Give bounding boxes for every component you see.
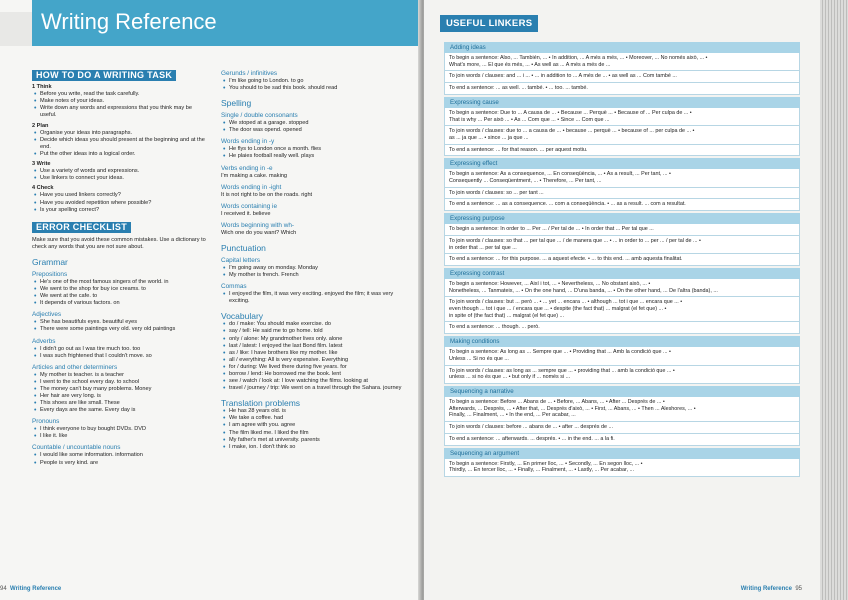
linker-row bbox=[444, 108, 800, 126]
list-item: • We stoped at a garage. stopped bbox=[221, 120, 411, 127]
linker-line: To begin a sentence: Firstly, ... En primer lloc, ... • Secondly, ... En segon lloc, ... • bbox=[449, 460, 643, 467]
step-item: • Is your spelling correct? bbox=[32, 207, 207, 214]
useful-linkers-heading: USEFUL LINKERS bbox=[440, 15, 538, 32]
grammar-subtitle: Adjectives bbox=[32, 311, 62, 319]
linker-line: To join words / clauses: so that ... per tal que ... / de manera que ... • ... in order to ... per ... / per tal de ... • bbox=[449, 237, 701, 244]
grammar-subtitle: Adverbs bbox=[32, 337, 56, 345]
list-item: • I enjoyed the film, it was very exciting. enjoyed the film; it was very exciting. bbox=[221, 291, 411, 305]
linker-row bbox=[444, 366, 800, 384]
vocabulary-heading: Vocabulary bbox=[221, 311, 264, 322]
grammar-subtitle: Articles and other determiners bbox=[32, 363, 118, 371]
right-footer-label: Writing Reference bbox=[740, 586, 792, 592]
linker-line: Thirdly, ... En tercer lloc, ... • Finally, ... Finalment, ... • Lastly, ... Per acabar, ... bbox=[449, 467, 635, 474]
step-item: • Make notes of your ideas. bbox=[32, 98, 207, 105]
step-item: • Use linkers to connect your ideas. bbox=[32, 175, 207, 182]
linker-group bbox=[444, 448, 800, 477]
error-checklist-intro: Make sure that you avoid these common mistakes. Use a dictionary to check any words that you are not sure about. bbox=[32, 236, 206, 250]
linker-group bbox=[444, 268, 800, 334]
linker-line: What's more, ... El que és més, ... • As well as ... A més a més de ... bbox=[449, 61, 611, 68]
gerunds-title: Gerunds / infinitives bbox=[221, 70, 278, 77]
linker-line: To end a sentence: ... afterwards. ... després. • ... in the end. ... a la fi. bbox=[449, 435, 615, 442]
left-footer-label: Writing Reference bbox=[10, 586, 62, 592]
linker-row bbox=[444, 297, 800, 322]
linker-group-title: Expressing cause bbox=[444, 97, 800, 108]
linker-row bbox=[444, 322, 800, 334]
list-item: • borrow / lend: He borrowed me the book. lent bbox=[221, 371, 411, 378]
linker-line: To end a sentence: ... as well. ... també. • ... too. ... també. bbox=[449, 85, 588, 92]
checklist-item: • There were some paintings very old. very old paintings bbox=[32, 326, 207, 333]
list-item: • see / watch / look at: I love watching the films. looking at bbox=[221, 378, 411, 385]
title-tab bbox=[0, 12, 32, 46]
linker-row bbox=[444, 199, 800, 211]
linker-group bbox=[444, 386, 800, 446]
y-list bbox=[221, 146, 411, 160]
translation-list bbox=[221, 408, 411, 451]
list-item: • as / like: I have brothers like my mother. like bbox=[221, 350, 411, 357]
linker-group-title: Adding ideas bbox=[444, 42, 800, 53]
grammar-subtitle: Prepositions bbox=[32, 270, 68, 278]
checklist-item: • I was such frightened that I couldn't move. so bbox=[32, 353, 207, 360]
grammar-subtitle: Countable / uncountable nouns bbox=[32, 444, 121, 452]
list-item: • You should to be sad this book. should read bbox=[221, 85, 411, 92]
ei-line: I received it. believe bbox=[221, 210, 271, 217]
linker-row bbox=[444, 83, 800, 95]
checklist-item: • I went to the school every day. to school bbox=[32, 379, 207, 386]
right-page-number: 95 bbox=[795, 586, 802, 592]
step-item: • Organise your ideas into paragraphs. bbox=[32, 130, 207, 137]
commas-list bbox=[221, 291, 411, 305]
linker-row bbox=[444, 236, 800, 254]
list-item: • I am agree with you. agree bbox=[221, 422, 411, 429]
checklist-item: • I like it. like bbox=[32, 433, 207, 440]
checklist-item: • We went at the cafe. to bbox=[32, 293, 207, 300]
how-to-heading: HOW TO DO A WRITING TASK bbox=[32, 70, 176, 81]
right-column bbox=[221, 70, 411, 451]
single-double-list bbox=[221, 120, 411, 134]
linker-line: To begin a sentence: As long as ... Sempre que ... • Providing that ... Amb la condició que ... • bbox=[449, 349, 671, 356]
linker-line: To join words / clauses: before ... abans de ... • after ... després de ... bbox=[449, 424, 613, 431]
ie-title: Verbs ending in -e bbox=[221, 164, 273, 172]
checklist-item: • Her hair are very long. is bbox=[32, 393, 207, 400]
step-item: • Write down any words and expressions that you think may be useful. bbox=[32, 105, 207, 119]
list-item: • I'm going away on monday. Monday bbox=[221, 265, 411, 272]
list-item: • The door was opend. opened bbox=[221, 127, 411, 134]
checklist-item: • My mother is teacher. is a teacher bbox=[32, 372, 207, 379]
ight-line: It is not right to be on the roads. right bbox=[221, 191, 313, 198]
linker-row bbox=[444, 126, 800, 144]
step-label: 3 Write bbox=[32, 161, 51, 168]
how-to-steps bbox=[32, 84, 207, 214]
checklist-item: • This shoes are like small. These bbox=[32, 400, 207, 407]
linker-line: To join words / clauses: so ... per tant ... bbox=[449, 189, 544, 196]
linker-line: Nonetheless, ... Tanmateix, ... • On the one hand, ... D'una banda, ... • On the other hand, ... De l'altra (banda), ... bbox=[449, 287, 718, 294]
wh-title: Words beginning with wh- bbox=[221, 221, 295, 229]
left-page bbox=[0, 0, 422, 600]
checklist-item: • He's one of the most famous singers of the world. in bbox=[32, 279, 207, 286]
step-label: 1 Think bbox=[32, 84, 52, 91]
ie-line: I'm making a cake. making bbox=[221, 172, 288, 179]
gerunds-list bbox=[221, 78, 411, 92]
list-item: • only / alone: My grandmother lives only. alone bbox=[221, 336, 411, 343]
list-item: • He has 28 years old. is bbox=[221, 408, 411, 415]
checklist-item: • People is very kind. are bbox=[32, 460, 207, 467]
page-edge bbox=[820, 0, 848, 600]
list-item: • do / make: You should make exercise. do bbox=[221, 321, 411, 328]
linker-line: in spite of (the fact that) ... malgrat (el fet que) ... bbox=[449, 312, 565, 319]
checklist-item: • We went to the shop for buy ice creams. to bbox=[32, 286, 207, 293]
ight-title: Words ending in -ight bbox=[221, 183, 282, 191]
list-item: • for / during: We lived there during five years. for bbox=[221, 364, 411, 371]
linker-line: Unless ... Si no és que ... bbox=[449, 355, 509, 362]
linker-row bbox=[444, 254, 800, 266]
checklist-item: • It depends of various factors. on bbox=[32, 300, 207, 307]
linker-row bbox=[444, 397, 800, 422]
linker-line: To begin a sentence: In order to ... Per ... / Per tal de ... • In order that ... Per tal que ... bbox=[449, 226, 654, 233]
linker-line: To end a sentence: ... though. ... però. bbox=[449, 324, 540, 331]
y-title: Words ending in -y bbox=[221, 138, 275, 146]
grammar-subtitle: Pronouns bbox=[32, 418, 60, 426]
grammar-sections bbox=[32, 271, 207, 467]
list-item: • We take a coffee. had bbox=[221, 415, 411, 422]
translation-heading: Translation problems bbox=[221, 398, 301, 409]
list-item: • I'm like going to London. to go bbox=[221, 78, 411, 85]
linker-line: To join words / clauses: due to ... a causa de ... • because ... perquè ... • because of ... per culpa de ... • bbox=[449, 128, 695, 135]
linker-line: even though ... tot i que ... / encara que ... • despite (the fact that) ... malgrat (el fet que) ... • bbox=[449, 306, 667, 313]
linker-line: Finally, ... Finalment, ... • In the end, ... Per acabar, ... bbox=[449, 412, 576, 419]
linker-line: To begin a sentence: Due to ... A causa de ... • Because ... Perquè ... • Because of ... Per culpa de ... • bbox=[449, 109, 692, 116]
capital-list bbox=[221, 265, 411, 279]
linker-group bbox=[444, 336, 800, 384]
ei-title: Words containing ie bbox=[221, 202, 278, 210]
linker-group bbox=[444, 158, 800, 211]
error-checklist-heading: ERROR CHECKLIST bbox=[32, 222, 131, 233]
checklist-item: • I think everyone to buy bought DVDs. DVD bbox=[32, 426, 207, 433]
linker-line: Consequently ... Conseqüentment, ... • Therefore, ... Per tant, ... bbox=[449, 178, 602, 185]
list-item: • My father's met at university. parents bbox=[221, 437, 411, 444]
linker-line: To end a sentence: ... for this purpose. ... a aquest efecte. • ... to this end. ... amb aquesta finalitat. bbox=[449, 256, 683, 263]
step-item: • Decide which ideas you should present at the beginning and at the end. bbox=[32, 137, 207, 151]
title-bar bbox=[32, 0, 420, 46]
linker-group-title: Expressing effect bbox=[444, 158, 800, 169]
vocabulary-list bbox=[221, 321, 411, 392]
linker-line: To begin a sentence: Before ... Abans de ... • Before, ... Abans, ... • After ... Després de ... • bbox=[449, 398, 665, 405]
step-item: • Put the other ideas into a logical order. bbox=[32, 151, 207, 158]
linker-line: Afterwards, ... Després, ... • After that, ... Després d'això, ... • First, ... Abans, ... • Then ... Aleshores, ... • bbox=[449, 405, 696, 412]
list-item: • last / latest: I enjoyed the last Bond film. latest bbox=[221, 343, 411, 350]
checklist-item: • She has beautifuls eyes. beautiful eyes bbox=[32, 319, 207, 326]
linker-row bbox=[444, 422, 800, 434]
right-footer bbox=[741, 586, 802, 592]
step-label: 4 Check bbox=[32, 185, 54, 192]
step-item: • Use a variety of words and expressions. bbox=[32, 168, 207, 175]
linker-group-title: Sequencing a narrative bbox=[444, 386, 800, 397]
step-item: • Before you write, read the task carefully. bbox=[32, 91, 207, 98]
linker-row bbox=[444, 279, 800, 297]
checklist-item: • I would like some information. information bbox=[32, 452, 207, 459]
single-double-title: Single / double consonants bbox=[221, 112, 298, 120]
commas-title: Commas bbox=[221, 283, 247, 291]
list-item: • travel / journey / trip: We went on a travel through the Sahara. journey bbox=[221, 385, 411, 392]
linker-line: To begin a sentence: However, ... Així i tot, ... • Nevertheless, ... No obstant això, ... • bbox=[449, 280, 651, 287]
linker-group-title: Expressing contrast bbox=[444, 268, 800, 279]
list-item: • say / tell: He said me to go home. told bbox=[221, 328, 411, 335]
linker-row bbox=[444, 188, 800, 200]
list-item: • The film liked me. I liked the film bbox=[221, 430, 411, 437]
linker-row bbox=[444, 434, 800, 446]
linker-line: in order that ... per tal que ... bbox=[449, 244, 517, 251]
checklist-item: • I didn't go out as I was tire much too. too bbox=[32, 346, 207, 353]
linker-group-title: Sequencing an argument bbox=[444, 448, 800, 459]
checklist-item: • Every days are the same. Every day is bbox=[32, 407, 207, 414]
linker-line: That is why ... Per això ... • As ... Com que ... • Since ... Com que ... bbox=[449, 116, 610, 123]
grammar-heading: Grammar bbox=[32, 256, 68, 267]
checklist-item: • The money can't buy many problems. Money bbox=[32, 386, 207, 393]
left-footer bbox=[0, 586, 61, 592]
linker-line: To end a sentence: ... as a consequence. ... com a conseqüència. • ... as a result. ... com a resultat. bbox=[449, 201, 686, 208]
linker-row bbox=[444, 71, 800, 83]
linker-group-title: Expressing purpose bbox=[444, 213, 800, 224]
punctuation-heading: Punctuation bbox=[221, 242, 266, 253]
linker-row bbox=[444, 53, 800, 71]
linker-group bbox=[444, 42, 800, 95]
linker-line: To join words / clauses: but ... però ... • ... yet ... encara ... • although ... tot i que ... encara que ... • bbox=[449, 299, 683, 306]
linker-row bbox=[444, 224, 800, 236]
linker-line: To begin a sentence: As a consequence, ... En conseqüència, ... • As a result, ... Per tant, ... • bbox=[449, 171, 671, 178]
left-page-number: 94 bbox=[0, 586, 7, 592]
spelling-heading: Spelling bbox=[221, 98, 252, 109]
linker-line: To join words / clauses: and ... i ... • ... in addition to ... A més de ... • as well as ... Com també ... bbox=[449, 73, 677, 80]
linker-group-title: Making conditions bbox=[444, 336, 800, 347]
linker-row bbox=[444, 459, 800, 477]
step-label: 2 Plan bbox=[32, 122, 49, 129]
linker-group bbox=[444, 213, 800, 266]
step-item: • Have you used linkers correctly? bbox=[32, 192, 207, 199]
left-column bbox=[32, 70, 207, 467]
list-item: • I make, ion. I don't think so bbox=[221, 444, 411, 451]
list-item: • all / everything: All is very expensive. Everything bbox=[221, 357, 411, 364]
list-item: • My mother is french. French bbox=[221, 272, 411, 279]
page-title: Writing Reference bbox=[41, 9, 217, 34]
linker-line: To begin a sentence: Also, ... También, ... • In addition, ... A més a més, ... • Moreover, ... No només això, ... • bbox=[449, 55, 708, 61]
step-item: • Have you avoided repetition where possible? bbox=[32, 200, 207, 207]
wh-line: Wich one do you want? Which bbox=[221, 229, 297, 236]
linker-row bbox=[444, 145, 800, 157]
linker-row bbox=[444, 169, 800, 187]
linker-line: unless ... si no és que ... • but only if ... només si ... bbox=[449, 374, 571, 381]
linker-row bbox=[444, 347, 800, 365]
linker-group bbox=[444, 97, 800, 157]
linker-line: as ... ja que ... • since ... ja que ... bbox=[449, 134, 529, 141]
right-page bbox=[424, 0, 848, 600]
capital-title: Capital letters bbox=[221, 256, 261, 264]
list-item: • He plaies football really well. plays bbox=[221, 153, 411, 160]
list-item: • He flys to London once a month. flies bbox=[221, 146, 411, 153]
linker-line: To end a sentence: ... for that reason. ... per aquest motiu. bbox=[449, 146, 588, 153]
linkers-table bbox=[444, 42, 800, 479]
linker-line: To join words / clauses: as long as ... sempre que ... • providing that ... amb la condició que ... • bbox=[449, 367, 675, 374]
